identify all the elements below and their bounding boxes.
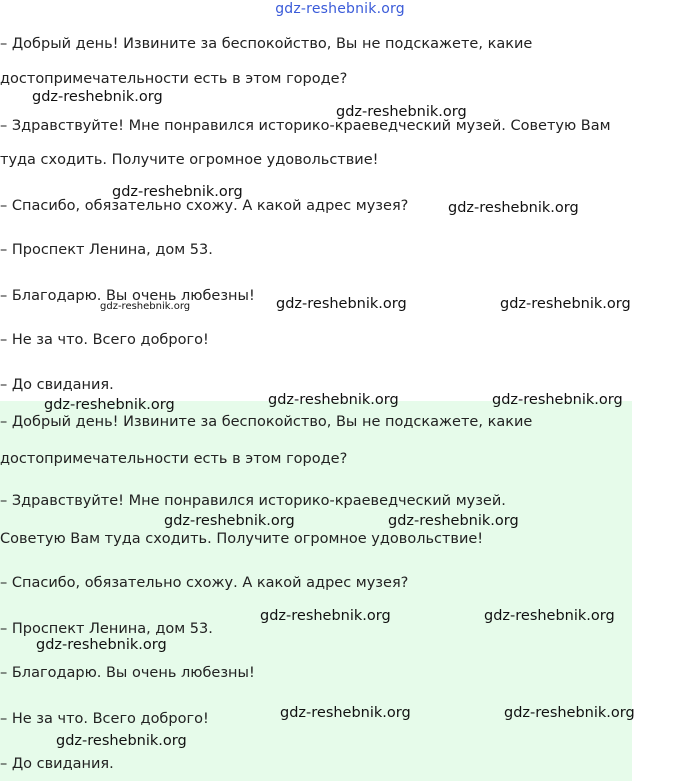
watermark: gdz-reshebnik.org bbox=[484, 608, 615, 624]
watermark: gdz-reshebnik.org bbox=[112, 184, 243, 200]
watermark: gdz-reshebnik.org bbox=[500, 296, 631, 312]
dialogue-1-line: – Спасибо, обязательно схожу. А какой адрес музея? bbox=[0, 198, 409, 214]
watermark: gdz-reshebnik.org bbox=[44, 397, 175, 413]
dialogue-2-line: – Проспект Ленина, дом 53. bbox=[0, 621, 213, 637]
dialogue-1-line: – Здравствуйте! Мне понравился историко-краеведческий музей. Советую Вам bbox=[0, 118, 611, 134]
dialogue-1-line: достопримечательности есть в этом городе? bbox=[0, 71, 348, 87]
watermark: gdz-reshebnik.org bbox=[260, 608, 391, 624]
watermark: gdz-reshebnik.org bbox=[448, 200, 579, 216]
dialogue-1-line: – До свидания. bbox=[0, 377, 114, 393]
watermark: gdz-reshebnik.org bbox=[276, 296, 407, 312]
site-header-label: gdz-reshebnik.org bbox=[275, 1, 405, 17]
watermark: gdz-reshebnik.org bbox=[336, 104, 467, 120]
dialogue-2-line: Советую Вам туда сходить. Получите огромное удовольствие! bbox=[0, 531, 484, 547]
dialogue-1-line: – Не за что. Всего доброго! bbox=[0, 332, 209, 348]
watermark: gdz-reshebnik.org bbox=[492, 392, 623, 408]
dialogue-2-line: – Благодарю. Вы очень любезны! bbox=[0, 665, 255, 681]
watermark: gdz-reshebnik.org bbox=[280, 705, 411, 721]
watermark: gdz-reshebnik.org bbox=[36, 637, 167, 653]
dialogue-2-line: достопримечательности есть в этом городе? bbox=[0, 451, 348, 467]
watermark: gdz-reshebnik.org bbox=[504, 705, 635, 721]
dialogue-2-line: – Здравствуйте! Мне понравился историко-краеведческий музей. bbox=[0, 493, 506, 509]
dialogue-1-line: – Добрый день! Извините за беспокойство, Вы не подскажете, какие bbox=[0, 36, 533, 52]
dialogue-2-line: – Добрый день! Извините за беспокойство, Вы не подскажете, какие bbox=[0, 414, 533, 430]
watermark: gdz-reshebnik.org bbox=[100, 301, 191, 312]
watermark: gdz-reshebnik.org bbox=[268, 392, 399, 408]
watermark: gdz-reshebnik.org bbox=[164, 513, 295, 529]
watermark: gdz-reshebnik.org bbox=[32, 89, 163, 105]
dialogue-2-line: – Не за что. Всего доброго! bbox=[0, 711, 209, 727]
dialogue-2-line: – До свидания. bbox=[0, 756, 114, 772]
dialogue-1-line: туда сходить. Получите огромное удовольствие! bbox=[0, 152, 379, 168]
dialogue-2-line: – Спасибо, обязательно схожу. А какой адрес музея? bbox=[0, 575, 409, 591]
watermark: gdz-reshebnik.org bbox=[56, 733, 187, 749]
watermark: gdz-reshebnik.org bbox=[388, 513, 519, 529]
dialogue-1-line: – Благодарю. Вы очень любезны! bbox=[0, 288, 255, 304]
dialogue-1-line: – Проспект Ленина, дом 53. bbox=[0, 242, 213, 258]
